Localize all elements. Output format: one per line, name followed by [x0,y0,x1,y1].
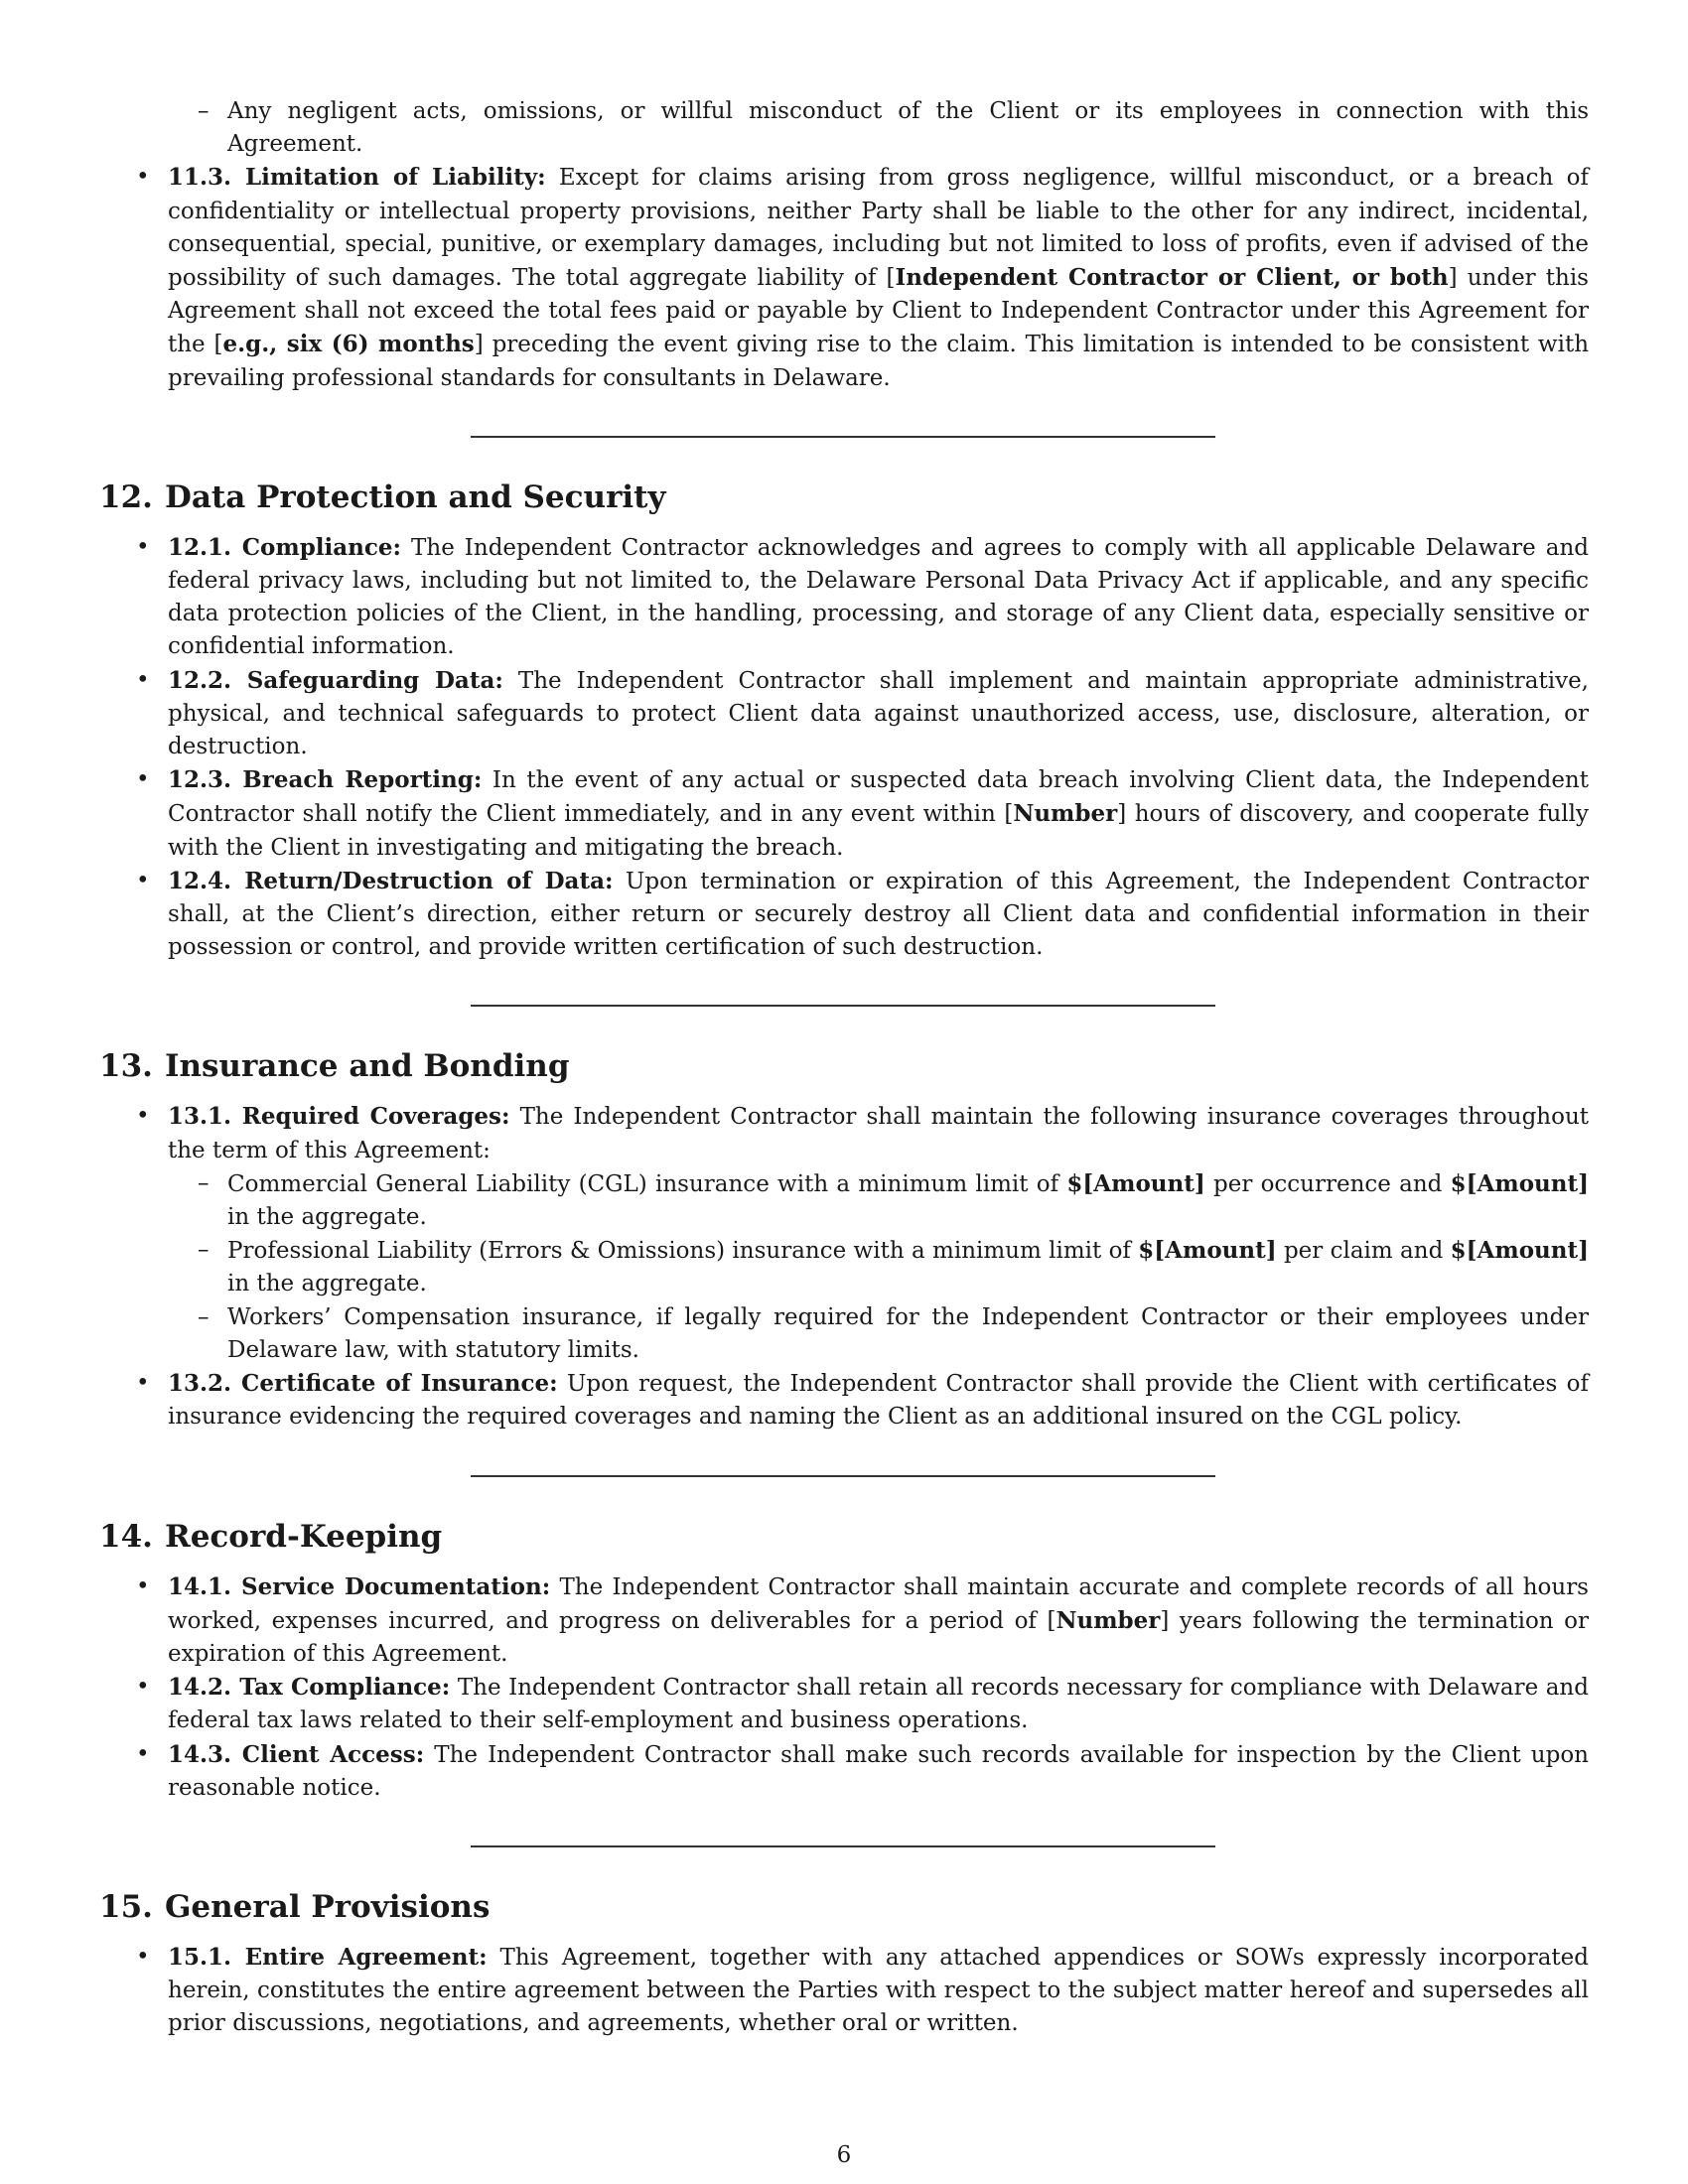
coverage-cgl: – Commercial General Liability (CGL) insurance with a minimum limit of $[Amount] per occurrence and $[Amount] in the aggregate. [99,1167,1589,1234]
clause-12-2: • 12.2. Safeguarding Data: The Independent Contractor shall implement and maintain appropriate administrative, physical, and technical safeguards to protect Client data against unauthorized access, use, disclosure, alteration, or destruction. [99,664,1589,764]
section-divider [471,1005,1215,1007]
coverage-workers-comp: – Workers’ Compensation insurance, if legally required for the Independent Contractor or their employees under Delaware law, with statutory limits. [99,1301,1589,1367]
clause-11-3: • 11.3. Limitation of Liability: Except for claims arising from gross negligence, willful misconduct, or a breach of confidentiality or intellectual property provisions, neither Party shall be liable to the other for any indirect, incidental, consequential, special, punitive, or exemplary damages, including but not limited to loss of profits, even if advised of the possibility of such damages. The total aggregate liability of [Independent Contractor or Client, or both] under this Agreement shall not exceed the total fees paid or payable by Client to Independent Contractor under this Agreement for the [e.g., six (6) months] preceding the event giving rise to the claim. This limitation is intended to be consistent with prevailing professional standards for consultants in Delaware. [99,161,1589,394]
section-heading-12: 12. Data Protection and Security [99,478,666,515]
clause-15-1: • 15.1. Entire Agreement: This Agreement, together with any attached appendices or SOWs expressly incorporated herein, constitutes the entire agreement between the Parties with respect to the subject matter hereof and supersedes all prior discussions, negotiations, and agreements, whether oral or written. [99,1941,1589,2041]
section-divider [471,1475,1215,1477]
document-body [99,95,1589,2041]
list-item-client-negligence: – Any negligent acts, omissions, or willful misconduct of the Client or its employees in connection with this Agreement. [99,95,1589,161]
section-divider [471,1845,1215,1847]
clause-12-1: • 12.1. Compliance: The Independent Contractor acknowledges and agrees to comply with all applicable Delaware and federal privacy laws, including but not limited to, the Delaware Personal Data Privacy Act if applicable, and any specific data protection policies of the Client, in the handling, processing, and storage of any Client data, especially sensitive or confidential information. [99,531,1589,664]
clause-12-4: • 12.4. Return/Destruction of Data: Upon termination or expiration of this Agreement, the Independent Contractor shall, at the Client’s direction, either return or securely destroy all Client data and confidential information in their possession or control, and provide written certification of such destruction. [99,865,1589,965]
section-divider [471,436,1215,438]
page-number: 6 [836,2142,852,2168]
clause-12-3: • 12.3. Breach Reporting: In the event of any actual or suspected data breach involving Client data, the Independent Contractor shall notify the Client immediately, and in any event within [Number] hours of discovery, and cooperate fully with the Client in investigating and mitigating the breach. [99,763,1589,865]
clause-14-1: • 14.1. Service Documentation: The Independent Contractor shall maintain accurate and complete records of all hours worked, expenses incurred, and progress on deliverables for a period of [Number] years following the termination or expiration of this Agreement. [99,1570,1589,1672]
clause-14-3: • 14.3. Client Access: The Independent Contractor shall make such records available for inspection by the Client upon reasonable notice. [99,1738,1589,1805]
clause-13-2: • 13.2. Certificate of Insurance: Upon request, the Independent Contractor shall provide the Client with certificates of insurance evidencing the required coverages and naming the Client as an additional insured on the CGL policy. [99,1367,1589,1433]
clause-13-1: • 13.1. Required Coverages: The Independent Contractor shall maintain the following insurance coverages throughout the term of this Agreement: [99,1100,1589,1166]
section-heading-15: 15. General Provisions [99,1888,491,1925]
clause-14-2: • 14.2. Tax Compliance: The Independent Contractor shall retain all records necessary for compliance with Delaware and federal tax laws related to their self-employment and business operations. [99,1671,1589,1737]
clause-label: 11.3. Limitation of Liability: [168,164,546,192]
coverage-professional-liability: – Professional Liability (Errors & Omissions) insurance with a minimum limit of $[Amount] per claim and $[Amount] in the aggregate. [99,1234,1589,1300]
section-heading-14: 14. Record-Keeping [99,1518,443,1555]
section-heading-13: 13. Insurance and Bonding [99,1048,570,1085]
